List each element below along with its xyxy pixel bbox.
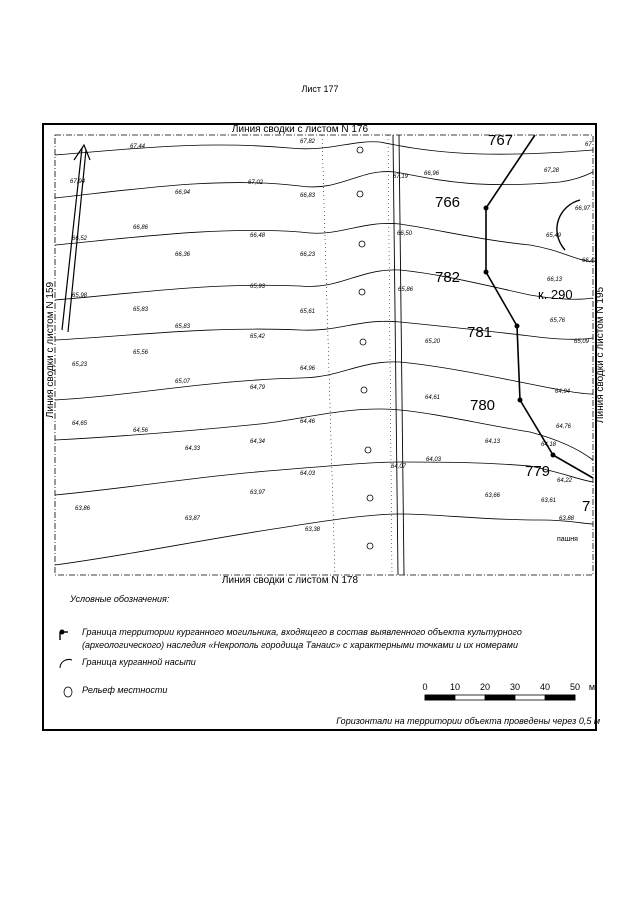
scale-tick: 0	[422, 682, 428, 692]
elevation-label: 63,86	[75, 506, 91, 512]
road-edge-2	[399, 135, 404, 575]
elevation-label: 64,03	[426, 457, 442, 463]
elevation-label: 64,07	[391, 464, 407, 470]
scale-tick: 50	[569, 682, 581, 692]
elevation-label: 65,93	[250, 284, 266, 290]
elevation-label: 66,50	[397, 231, 413, 237]
elevation-label: 64,94	[555, 389, 571, 395]
point-label-7: 7	[582, 498, 591, 515]
elevation-label: 66,96	[424, 171, 440, 177]
elevation-label: 66,42	[582, 258, 598, 264]
elevation-label: 66,86	[133, 225, 149, 231]
boundary-polyline	[486, 135, 593, 478]
elevation-label: 63,87	[185, 516, 201, 522]
elevation-label: 66,48	[250, 233, 266, 239]
elevation-label: 64,65	[72, 421, 88, 427]
elevation-label: 63,38	[305, 527, 321, 533]
elevation-label: 64,56	[133, 428, 149, 434]
elevation-label: 64,13	[485, 439, 501, 445]
elevation-label: 66,97	[575, 206, 591, 212]
elevation-label: 65,09	[574, 339, 590, 345]
elevation-marks	[70, 139, 598, 533]
elevation-label: 65,20	[425, 339, 441, 345]
elevation-label: 67,02	[248, 180, 264, 186]
elevation-label: 67	[585, 142, 592, 148]
dotted-line-1	[322, 135, 335, 575]
point-label-781: 781	[467, 324, 493, 341]
scale-tick: 10	[449, 682, 461, 692]
point-label-779: 779	[525, 463, 551, 480]
border-label-right: Линия сводки с листом N 195	[595, 286, 606, 424]
scale-unit: м	[588, 682, 596, 692]
elevation-label: 65,83	[133, 307, 149, 313]
elevation-label: 66,36	[175, 252, 191, 258]
elevation-label: 66,94	[175, 190, 191, 196]
elevation-label: 66,83	[300, 193, 316, 199]
elevation-label: 67,28	[544, 168, 560, 174]
elevation-label: 66,13	[547, 277, 563, 283]
scale-ticks	[422, 682, 595, 692]
elevation-label: 65,56	[133, 350, 149, 356]
border-label-left: Линия сводки с листом N 159	[45, 281, 56, 419]
point-label-767: 767	[488, 132, 514, 149]
elevation-label: 66,23	[300, 252, 316, 258]
elevation-label: 63,97	[250, 490, 266, 496]
dotted-line-2	[388, 135, 392, 575]
scale-tick: 30	[509, 682, 521, 692]
legend-symbols	[60, 630, 72, 697]
elevation-label: 64,22	[557, 478, 573, 484]
point-label-780: 780	[470, 397, 496, 414]
elevation-label: 64,18	[541, 442, 557, 448]
elevation-label: 65,07	[175, 379, 191, 385]
elevation-label: 65,42	[250, 334, 266, 340]
legend-item-relief: Рельеф местности	[82, 685, 168, 695]
elevation-label: 63,88	[559, 516, 575, 522]
elevation-label: 65,86	[398, 287, 414, 293]
elevation-label: 67,82	[300, 139, 316, 145]
sheet-title: Лист 177	[301, 84, 339, 94]
legend-title: Условные обозначения:	[70, 594, 170, 604]
scale-tick: 20	[479, 682, 491, 692]
elevation-label: 65,61	[300, 309, 316, 315]
elevation-label: 64,79	[250, 385, 266, 391]
elevation-label: 65,23	[72, 362, 88, 368]
elevation-label: 67,19	[393, 174, 409, 180]
elevation-label: 65,76	[550, 318, 566, 324]
elevation-label: 64,46	[300, 419, 316, 425]
border-label-bottom: Линия сводки с листом N 178	[221, 575, 359, 586]
scale-tick: 40	[539, 682, 551, 692]
elevation-label: 67,44	[130, 144, 146, 150]
elevation-label: 64,34	[250, 439, 266, 445]
relief-symbols	[357, 147, 373, 549]
contour-interval-note: Горизонтали на территории объекта проведены через 0,5 м	[336, 716, 600, 726]
elevation-label: 64,61	[425, 395, 441, 401]
elevation-label: 67,94	[70, 179, 86, 185]
elevation-label: 65,98	[72, 293, 88, 299]
elevation-label: 64,03	[300, 471, 316, 477]
point-label-766: 766	[435, 194, 461, 211]
legend-item-boundary: Граница территории курганного могильника, входящего в состав выявленного объекта культурного (археологического) наследия «Некрополь городища Танаис» с характерными точками и их номерами	[82, 627, 522, 650]
elevation-label: 64,33	[185, 446, 201, 452]
elevation-label: 66,52	[72, 236, 88, 242]
scale-bar	[425, 695, 575, 700]
elevation-label: 64,76	[556, 424, 572, 430]
legend-item-barrow: Граница курганной насыпи	[82, 657, 196, 667]
border-label-top: Линия сводки с листом N 176	[231, 124, 369, 135]
elevation-label: 63,66	[485, 493, 501, 499]
elevation-label: 65,49	[546, 233, 562, 239]
elevation-label: 64,96	[300, 366, 316, 372]
elevation-label: 65,83	[175, 324, 191, 330]
road-edge-1	[393, 135, 398, 575]
field-label: пашня	[557, 536, 578, 543]
road-label: к. 290	[538, 287, 573, 302]
elevation-label: 63,61	[541, 498, 557, 504]
point-label-782: 782	[435, 269, 461, 286]
